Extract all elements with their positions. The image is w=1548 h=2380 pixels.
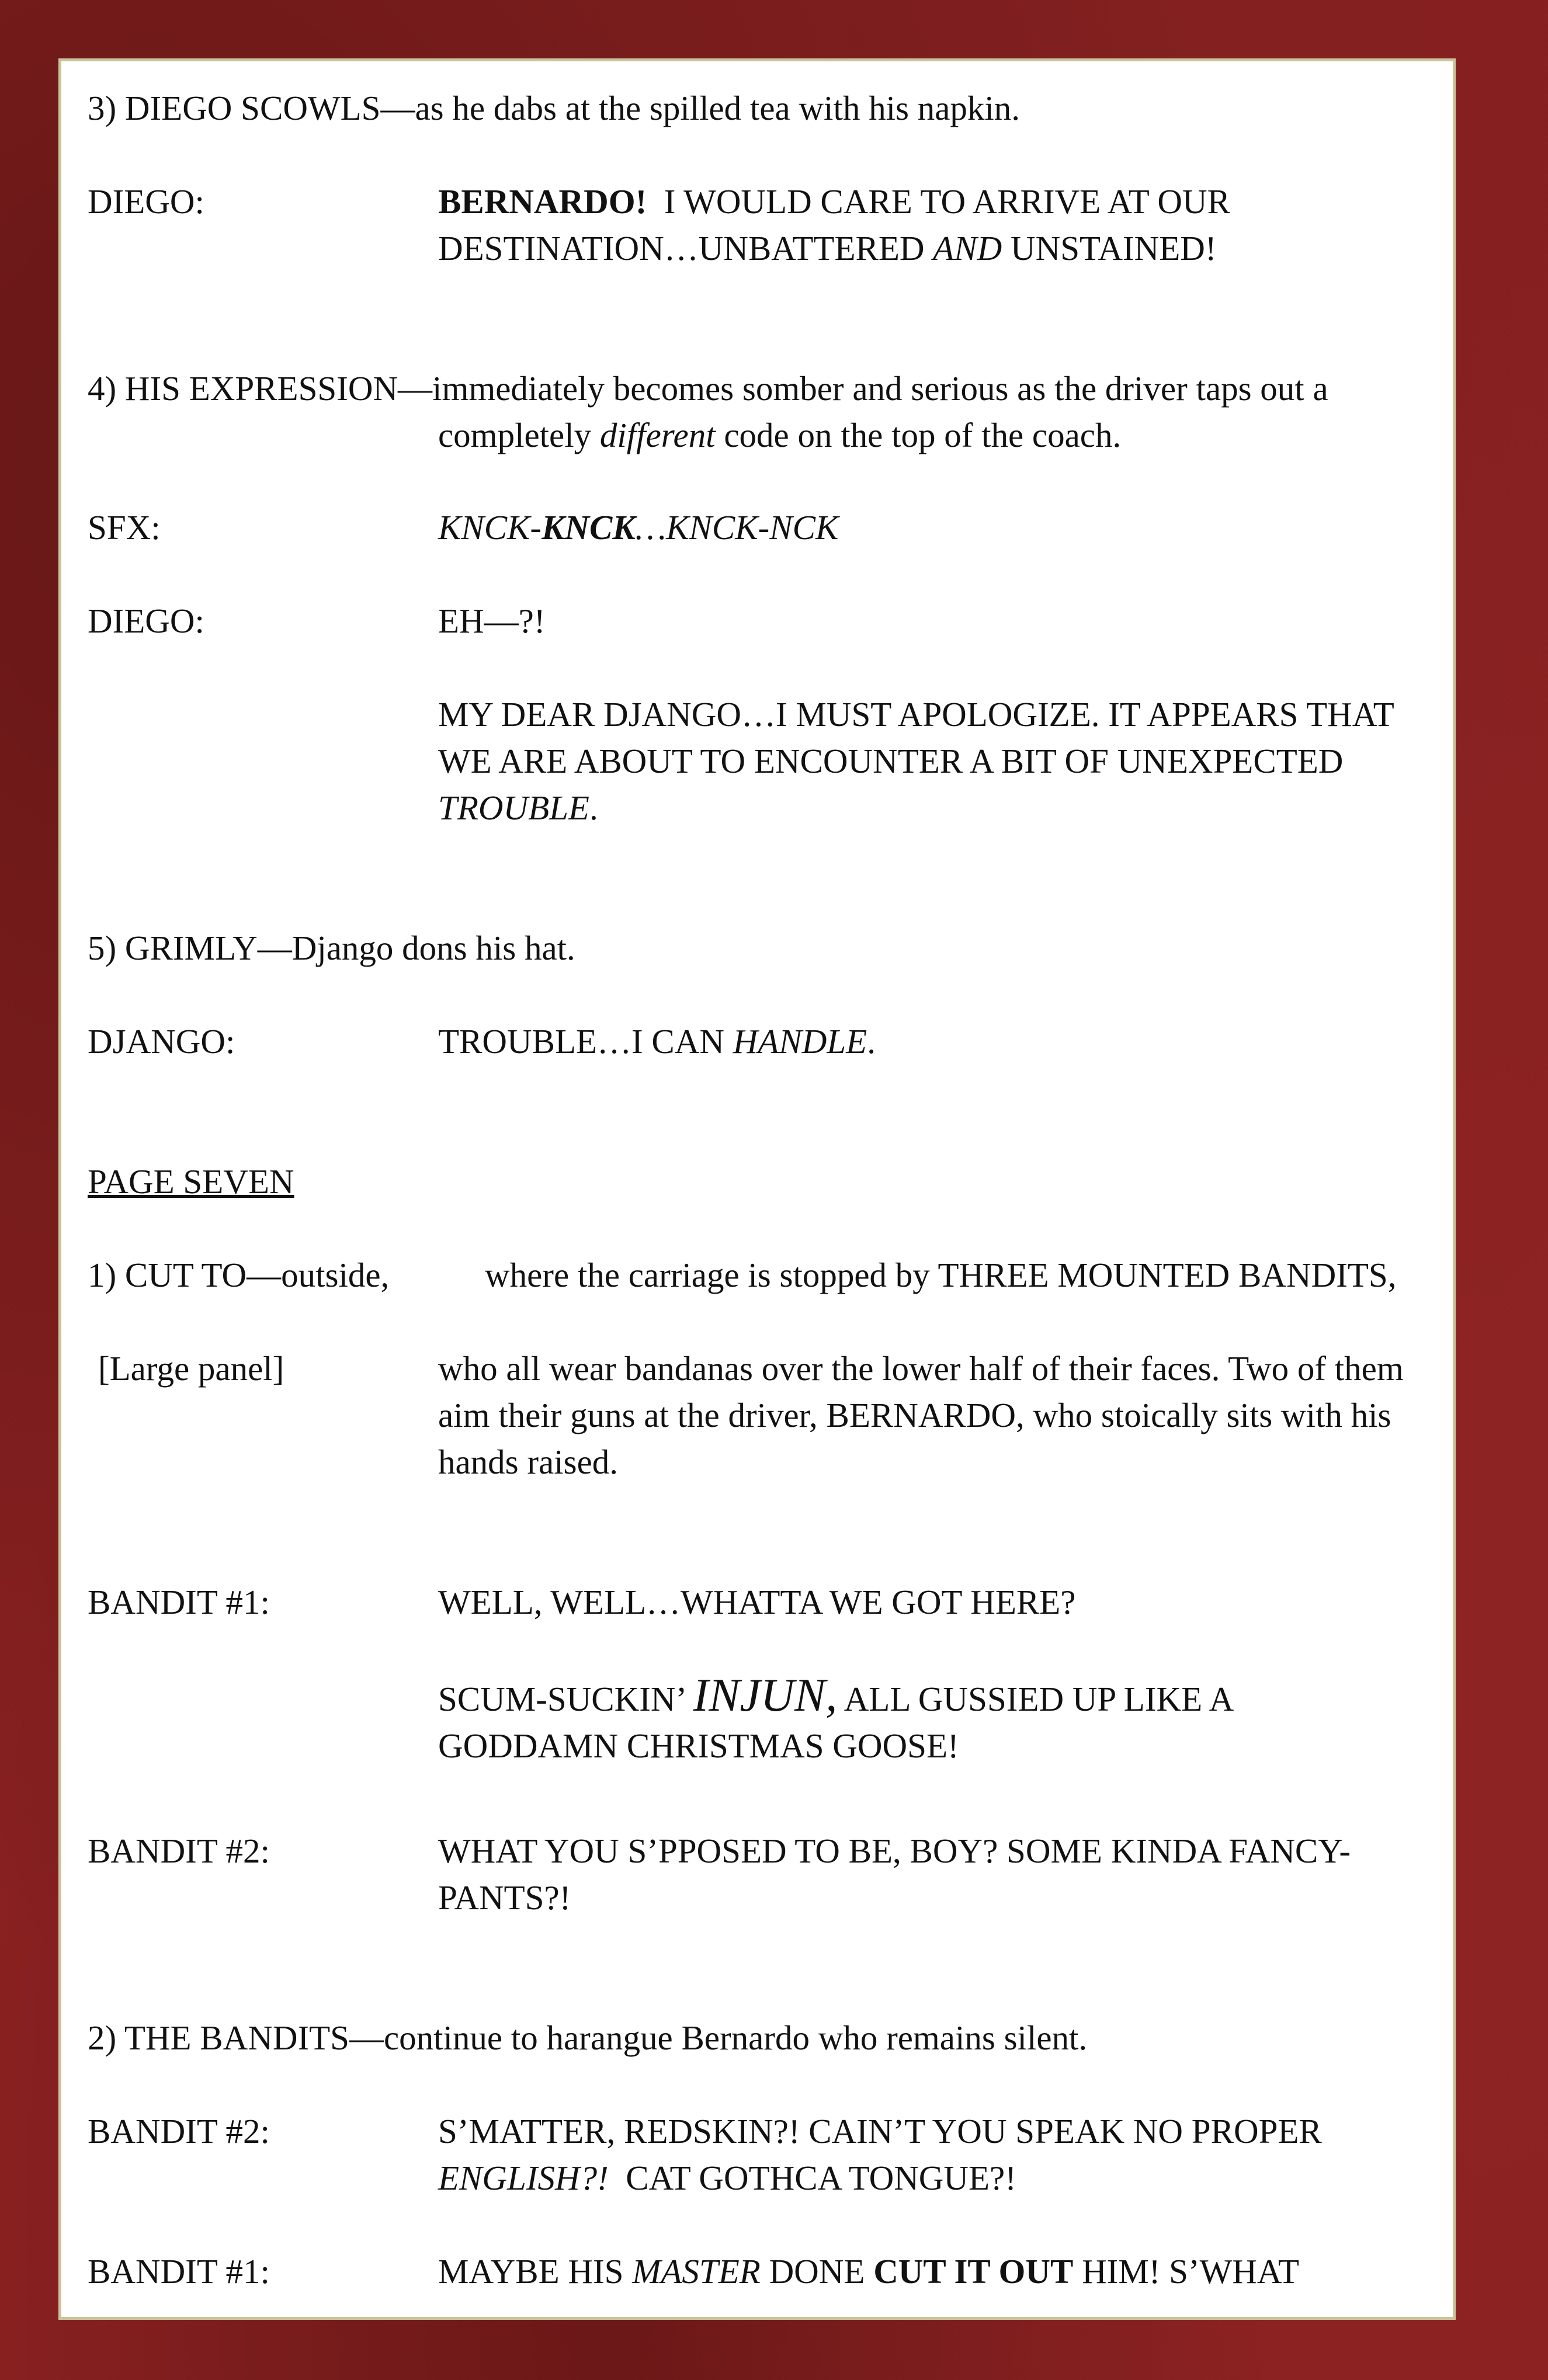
dialogue-text: TROUBLE…I CAN HANDLE. [438, 1022, 876, 1061]
dialogue-text: WHAT YOU S’PPOSED TO BE, BOY? SOME KINDA FANCY-PANTS?! [438, 1832, 1351, 1917]
dialogue-row [88, 1579, 1418, 1625]
dialogue-row [88, 178, 1418, 272]
dialogue-text: SCUM-SUCKIN’ INJUN, ALL GUSSIED UP LIKE A GODDAMN CHRISTMAS GOOSE! [438, 1670, 1232, 1765]
dialogue-row [88, 2248, 1418, 2295]
dialogue-text: S’MATTER, REDSKIN?! CAIN’T YOU SPEAK NO PROPER ENGLISH?! CAT GOTHCA TONGUE?! [438, 2112, 1322, 2197]
speaker-label: DJANGO: [88, 1022, 235, 1061]
dialogue-text: MY DEAR DJANGO…I MUST APOLOGIZE. IT APPEARS THAT WE ARE ABOUT TO ENCOUNTER A BIT OF UNEXPECTED TROUBLE. [438, 695, 1394, 827]
script-page [58, 58, 1456, 2320]
panel-description-cont: where the carriage is stopped by THREE MOUNTED BANDITS, [485, 1256, 1397, 1294]
dialogue-text: WELL, WELL…WHATTA WE GOT HERE? [438, 1583, 1076, 1621]
speaker-label: BANDIT #2: [88, 1832, 270, 1870]
dialogue-row [88, 2108, 1418, 2201]
dialogue-row [88, 1672, 1418, 1769]
sfx-label: SFX: [88, 508, 161, 547]
panel-description: 4) HIS EXPRESSION—immediately becomes somber and serious as the driver taps out a completely different code on the top of the coach. [88, 369, 1328, 454]
dialogue-text: EH—?! [438, 602, 546, 640]
speaker-label: BANDIT #2: [88, 2112, 270, 2150]
dialogue-row [88, 597, 1418, 644]
dialogue-text: MAYBE HIS MASTER DONE CUT IT OUT HIM! S’WHAT [438, 2252, 1300, 2291]
dialogue-row [88, 691, 1418, 831]
speaker-label: DIEGO: [88, 602, 204, 640]
speaker-label: BANDIT #1: [88, 2252, 270, 2291]
panel-size-note: [Large panel] [98, 1349, 284, 1388]
dialogue-row [88, 1018, 1418, 1065]
sfx-row [88, 504, 1418, 551]
dialogue-row [88, 1827, 1418, 1921]
panel-description: 2) THE BANDITS—continue to harangue Bernardo who remains silent. [88, 2018, 1088, 2057]
panel-description: 5) GRIMLY—Django dons his hat. [88, 929, 575, 967]
speaker-label: BANDIT #1: [88, 1583, 270, 1621]
panel-size-row: [Large panel] who all wear bandanas over the lower half of their faces. Two of them aim their guns at the driver, BERNARDO, who stoically sits with his hands raised. [88, 1345, 1418, 1485]
page-heading: PAGE SEVEN [88, 1162, 294, 1201]
speaker-label: DIEGO: [88, 182, 204, 221]
panel-description: 1) CUT TO—outside, [88, 1256, 390, 1294]
panel-desc-text: 3) DIEGO SCOWLS—as he dabs at the spilled tea with his napkin. [88, 89, 1021, 127]
dialogue-text: BERNARDO! I WOULD CARE TO ARRIVE AT OUR DESTINATION…UNBATTERED AND UNSTAINED! [438, 182, 1231, 267]
panel-description [88, 85, 1418, 131]
sfx-text: KNCK-KNCK…KNCK-NCK [438, 508, 839, 547]
